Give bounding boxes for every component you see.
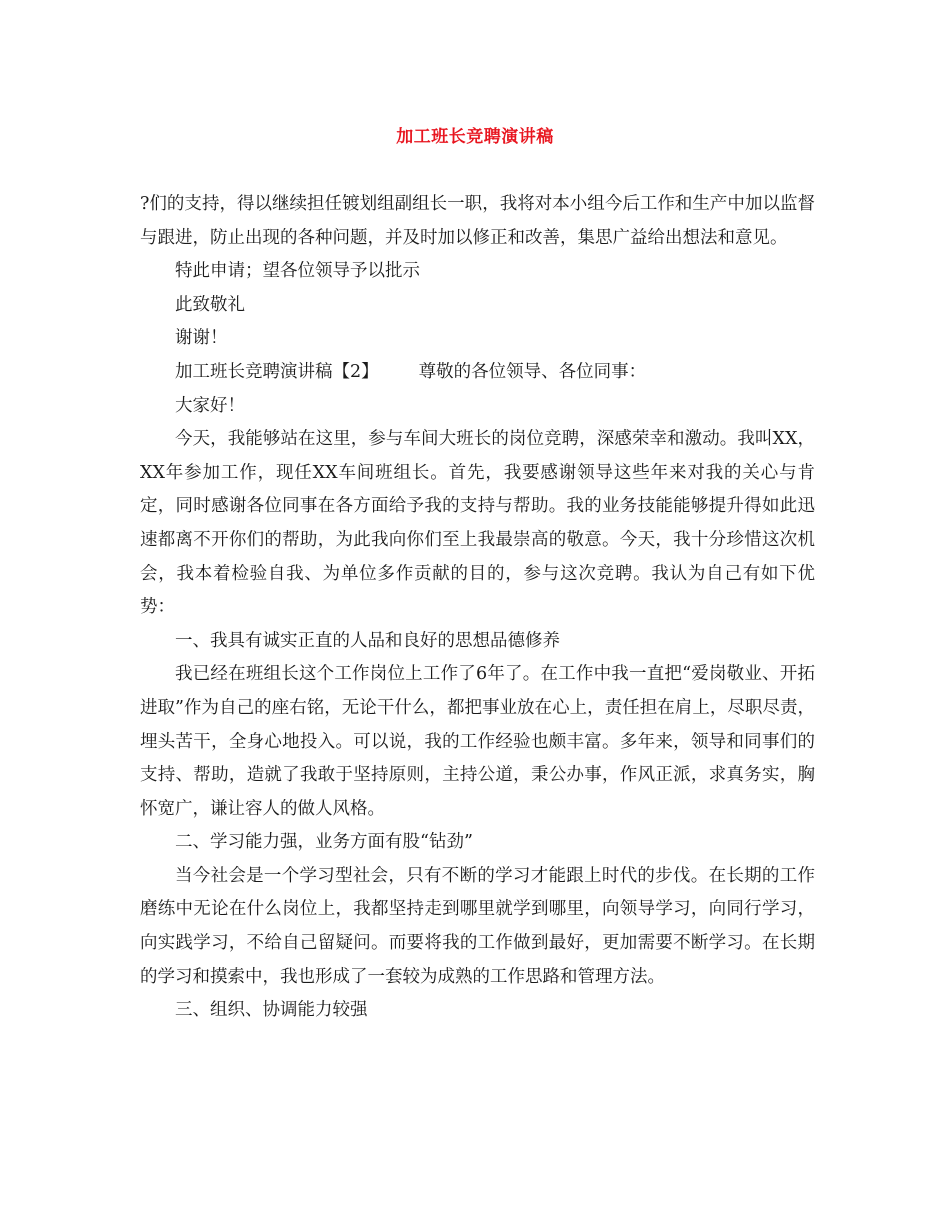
section-heading-line: [140, 356, 815, 390]
salutation: 尊敬的各位领导、各位同事：: [418, 361, 647, 382]
section-heading: 加工班长竞聘演讲稿【2】: [175, 361, 379, 382]
subheading: 三、组织、协调能力较强: [175, 1000, 368, 1021]
paragraph: 当今社会是一个学习型社会，只有不断的学习才能跟上时代的步伐。在长期的工作磨练中无论在什么岗位上，我都坚持走到哪里就学到哪里，向领导学习，向同行学习，向实践学习，不给自己留疑问。而要将我的工作做到最好，更加需要不断学习。在长期的学习和摸索中，我也形成了一套较为成熟的工作思路和管理方法。: [140, 865, 815, 987]
paragraph: 我已经在班组长这个工作岗位上工作了6年了。在工作中我一直把“爱岗敬业、开拓进取”作为自己的座右铭，无论干什么，都把事业放在心上，责任担在肩上，尽职尽责，埋头苦干，全身心地投入。可以说，我的工作经验也颇丰富。多年来，领导和同事们的支持、帮助，造就了我敢于坚持原则，主持公道，秉公办事，作风正派，求真务实，胸怀宽广，谦让容人的做人风格。: [140, 664, 815, 819]
document-body: [140, 188, 815, 1028]
document-title: 加工班长竞聘演讲稿: [396, 127, 554, 147]
paragraph: 谢谢！: [175, 328, 228, 349]
paragraph: 此致敬礼: [175, 294, 245, 315]
subheading: 二、学习能力强，业务方面有股“钻劲”: [175, 832, 473, 853]
paragraph: 特此申请；望各位领导予以批示: [175, 261, 420, 282]
paragraph: ?们的支持，得以继续担任镀划组副组长一职，我将对本小组今后工作和生产中加以监督与跟进，防止出现的各种问题，并及时加以修正和改善，集思广益给出想法和意见。: [140, 194, 815, 248]
paragraph: 今天，我能够站在这里，参与车间大班长的岗位竞聘，深感荣幸和激动。我叫XX，XX年参加工作，现任XX车间班组长。首先，我要感谢领导这些年来对我的关心与肯定，同时感谢各位同事在各方面给予我的支持与帮助。我的业务技能能够提升得如此迅速都离不开你们的帮助，为此我向你们至上我最崇高的敬意。今天，我十分珍惜这次机会，我本着检验自我、为单位多作贡献的目的，参与这次竞聘。我认为自己有如下优势：: [140, 429, 815, 618]
subheading: 一、我具有诚实正直的人品和良好的思想品德修养: [175, 630, 560, 651]
paragraph: 大家好！: [175, 395, 245, 416]
